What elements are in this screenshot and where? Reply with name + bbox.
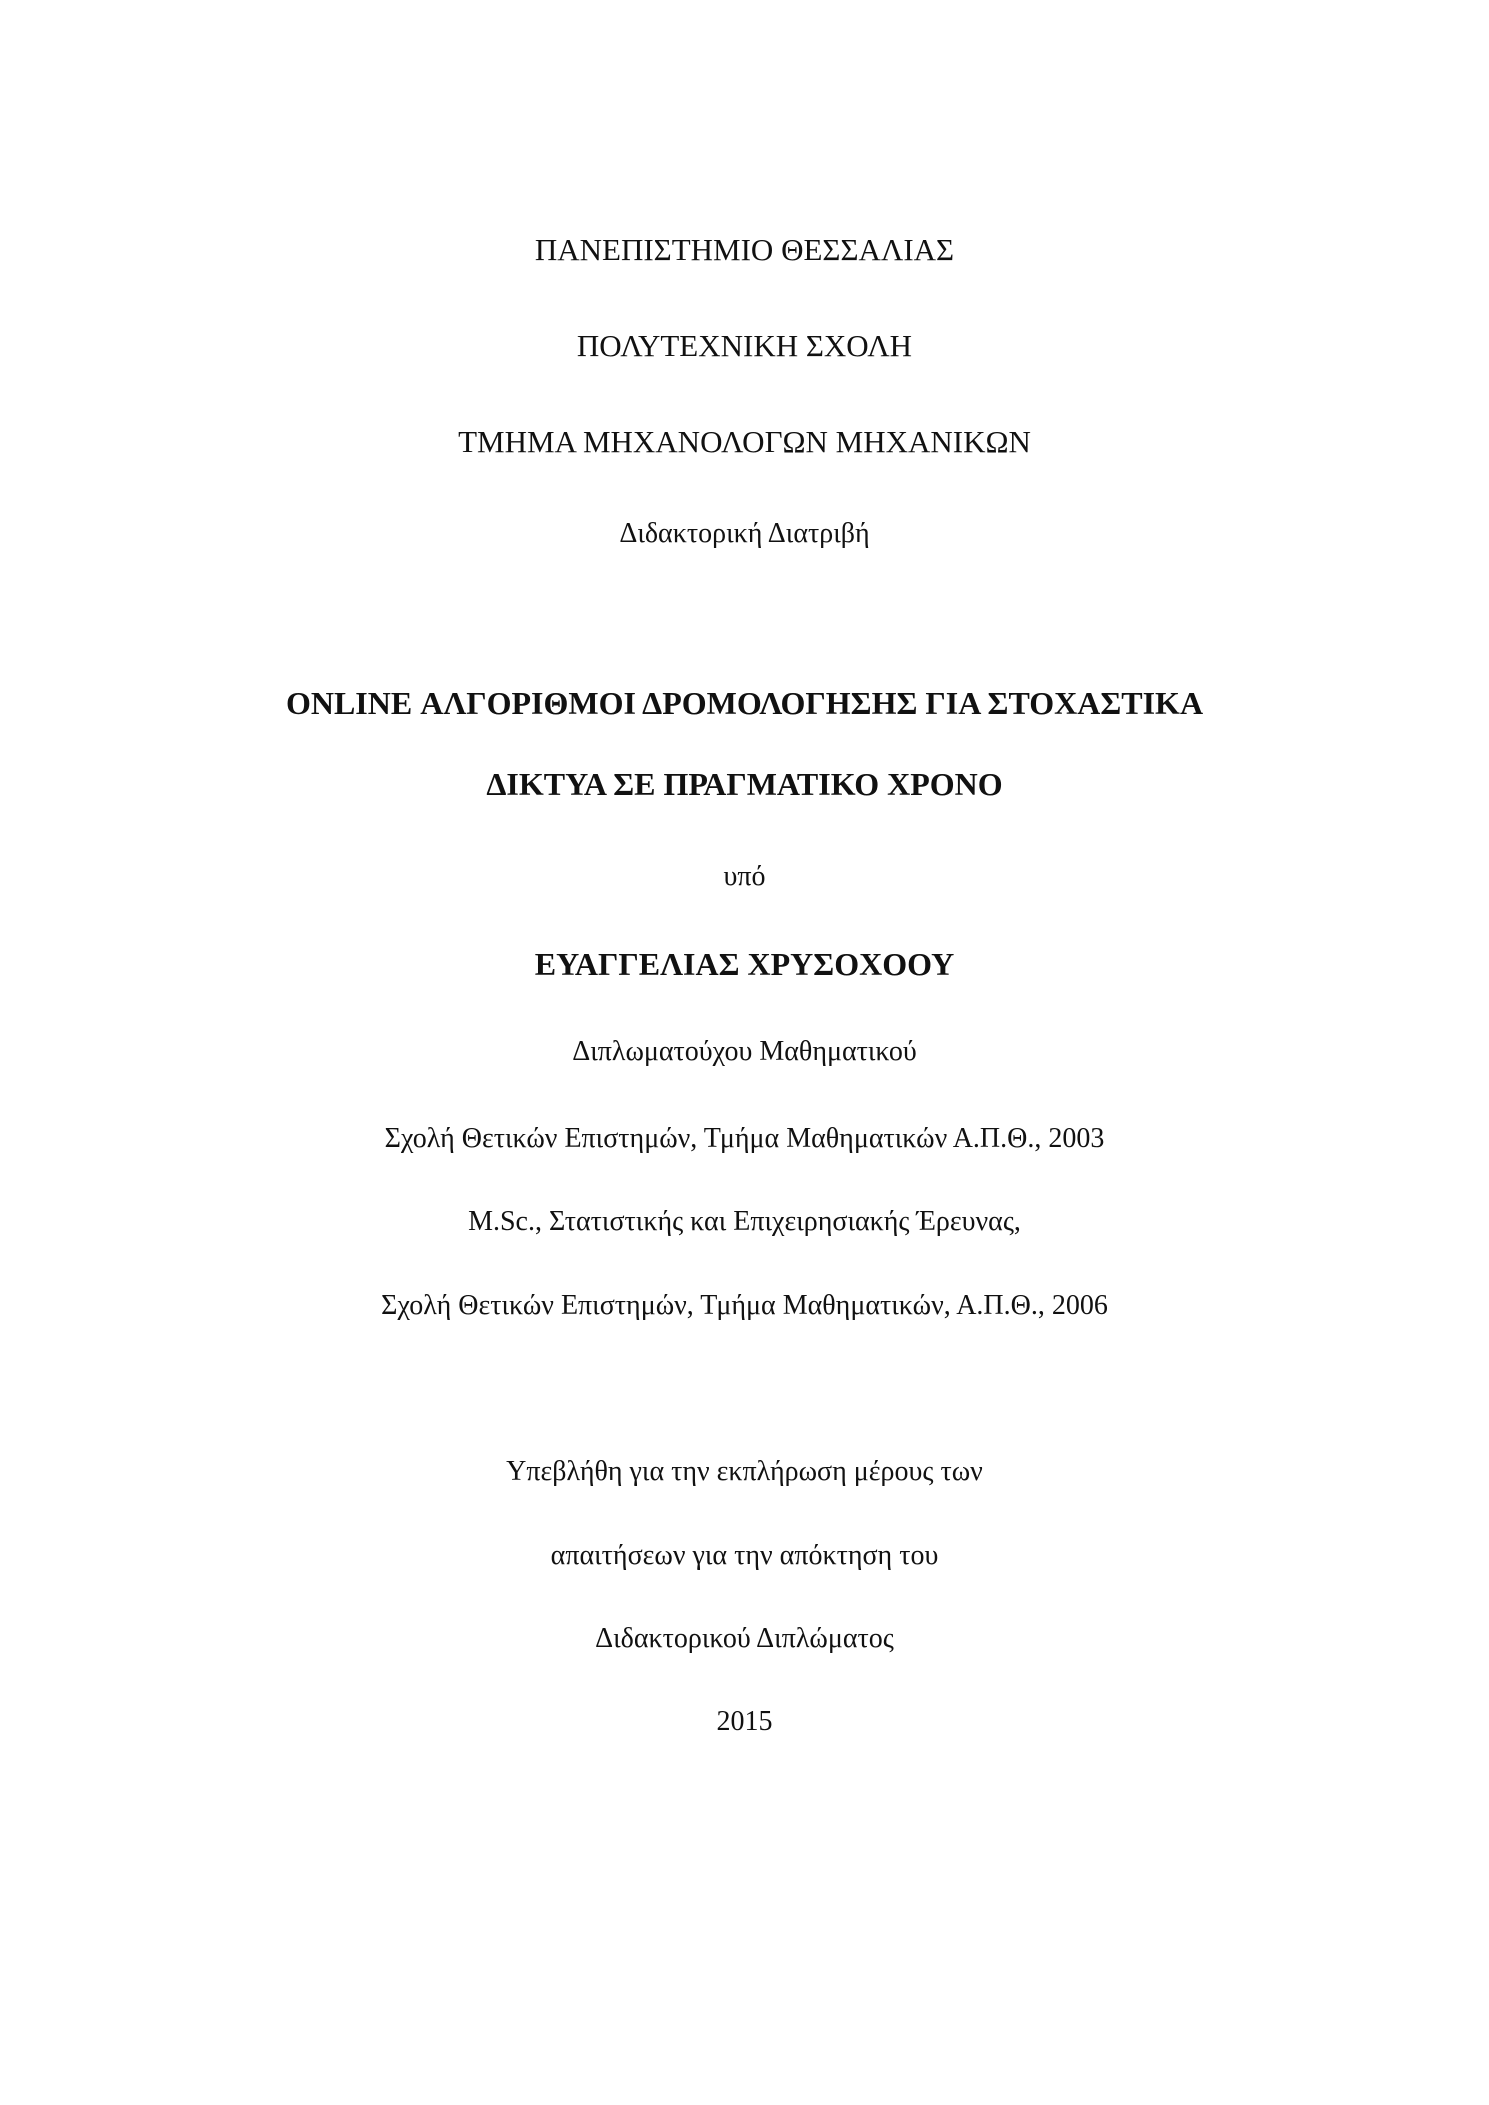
submission-line: απαιτήσεων για την απόκτηση του (550, 1540, 939, 1571)
submission-year: 2015 (716, 1706, 773, 1737)
school-name: ΠΟΛΥΤΕΧΝΙΚΗ ΣΧΟΛΗ (576, 328, 913, 363)
thesis-title-line-1: ONLINE ΑΛΓΟΡΙΘΜΟΙ ΔΡΟΜΟΛΟΓΗΣΗΣ ΓΙΑ ΣΤΟΧΑΣΤΙΚΑ (285, 685, 1204, 721)
by-label: υπό (723, 861, 766, 892)
submission-line: Διδακτορικού Διπλώματος (595, 1623, 894, 1654)
qualification-line: Διπλωματούχου Μαθηματικού (572, 1036, 917, 1067)
department-name: ΤΜΗΜΑ ΜΗΧΑΝΟΛΟΓΩΝ ΜΗΧΑΝΙΚΩΝ (458, 424, 1031, 459)
qualification-line: Σχολή Θετικών Επιστημών, Τμήμα Μαθηματικών Α.Π.Θ., 2003 (384, 1123, 1105, 1154)
thesis-title-line-2: ΔΙΚΤΥΑ ΣΕ ΠΡΑΓΜΑΤΙΚΟ ΧΡΟΝΟ (486, 766, 1003, 802)
author-name: ΕΥΑΓΓΕΛΙΑΣ ΧΡΥΣΟΧΟΟΥ (534, 946, 955, 982)
qualification-line: Σχολή Θετικών Επιστημών, Τμήμα Μαθηματικών, Α.Π.Θ., 2006 (381, 1290, 1108, 1321)
qualification-line: M.Sc., Στατιστικής και Επιχειρησιακής Έρευνας, (468, 1206, 1021, 1237)
document-type: Διδακτορική Διατριβή (619, 518, 870, 549)
submission-line: Υπεβλήθη για την εκπλήρωση μέρους των (506, 1456, 983, 1487)
university-name: ΠΑΝΕΠΙΣΤΗΜΙΟ ΘΕΣΣΑΛΙΑΣ (534, 232, 955, 267)
